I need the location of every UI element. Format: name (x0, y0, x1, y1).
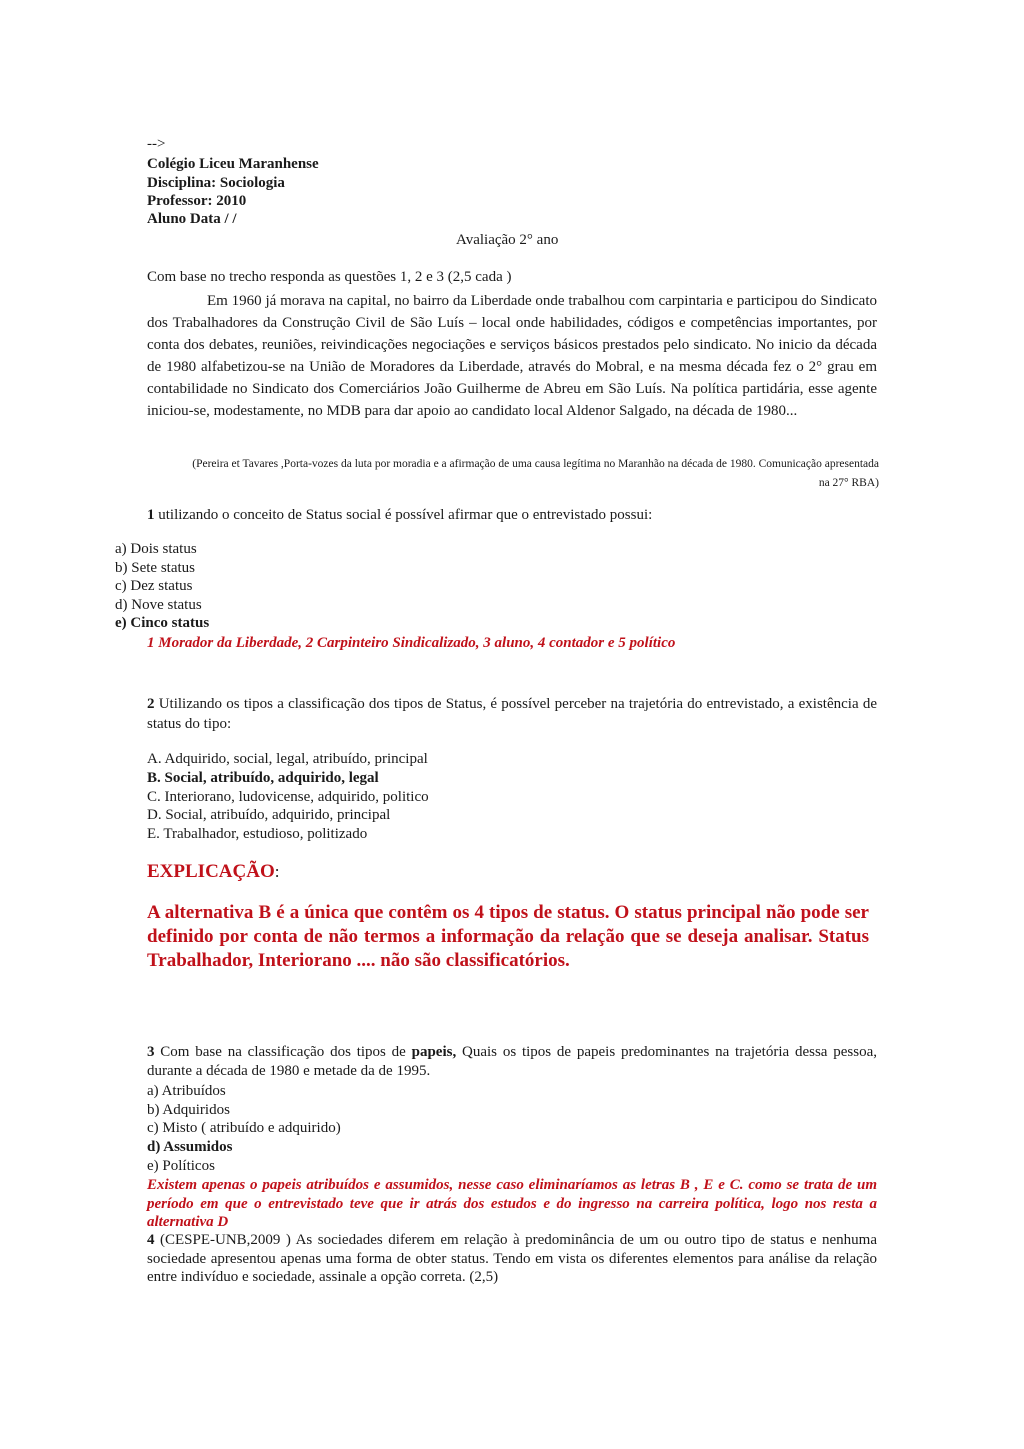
q3-option-d: d) Assumidos (147, 1139, 233, 1155)
question-text: (CESPE-UNB,2009 ) As sociedades diferem em relação à predominância de um ou outro tipo de status e nenhuma sociedade apresentou apenas uma forma de obter status. Tendo em vista os diferentes elementos para análise da relação entre indivíduo e sociedade, assinale a opção correta. (2,5) (147, 1232, 877, 1285)
question-1 (147, 506, 652, 524)
q2-option-d: D. Social, atribuído, adquirido, principal (147, 807, 391, 823)
option-letter: e) (115, 615, 127, 631)
discipline-label: Disciplina: Sociologia (147, 175, 285, 191)
question-number: 3 (147, 1044, 155, 1060)
question-number: 1 (147, 507, 155, 523)
q2-option-e: E. Trabalhador, estudioso, politizado (147, 826, 368, 842)
q1-option-a (115, 540, 197, 558)
option-text: Dois status (130, 541, 197, 557)
q3-answer: Existem apenas o papeis atribuídos e assumidos, nesse caso eliminaríamos as letras B , E e C. como se trata de um período em que o entrevistado teve que ir atrás dos estudos e do ingresso na carreira política, logo nos resta a alternativa D (147, 1177, 877, 1230)
question-text-bold: papeis, (411, 1044, 457, 1060)
student-date-label: Aluno Data / / (147, 211, 237, 227)
option-text: Nove status (131, 597, 202, 613)
q1-option-b (115, 559, 195, 577)
option-letter: d) (115, 597, 128, 613)
question-number: 2 (147, 696, 155, 712)
option-text: Cinco status (130, 615, 210, 631)
option-text: Sete status (131, 560, 195, 576)
q1-option-c (115, 577, 192, 595)
page-title: Avaliação 2° ano (456, 232, 559, 248)
question-3 (147, 1043, 877, 1080)
passage-text: Em 1960 já morava na capital, no bairro da Liberdade onde trabalhou com carpintaria e participou do Sindicato dos Trabalhadores da Construção Civil de São Luís – local onde habilidades, códigos e competências importantes, por conta dos debates, reuniões, reivindicações negociações e serviços básicos prestados pelo sindicato. No inicio da década de 1980 alfabetizou-se na União de Moradores da Liberdade, através do Mobral, e na mesma década fez o 2° grau em contabilidade no Sindicato dos Comerciários João Guilherme de Abreu em São Luís. Na política partidária, esse agente iniciou-se, modestamente, no MDB para dar apoio ao candidato local Aldenor Salgado, na década de 1980... (147, 293, 877, 419)
explanation-text: A alternativa B é a única que contêm os 4 tipos de status. O status principal não pode ser definido por conta de não termos a informação da relação que se deseja analisar. Status Trabalhador, Interiorano .... não são classificatórios. (147, 902, 869, 971)
citation-line-1: (Pereira et Tavares ,Porta-vozes da luta por moradia e a afirmação de uma causa legítima no Maranhão na década de 1980. Comunicação apresentada (192, 458, 879, 470)
q1-option-e (115, 614, 209, 632)
q2-option-c: C. Interiorano, ludovicense, adquirido, politico (147, 789, 429, 805)
question-text-b: Quais os tipos de papeis predominantes na trajetória dessa pessoa, durante a década de 1980 e metade da de 1995. (147, 1044, 877, 1079)
header-arrow: --> (147, 136, 166, 152)
question-number: 4 (147, 1232, 155, 1248)
q3-option-a: a) Atribuídos (147, 1083, 226, 1099)
q3-option-b: b) Adquiridos (147, 1102, 230, 1118)
explanation-heading (147, 860, 279, 885)
option-letter: a) (115, 541, 127, 557)
option-letter: b) (115, 560, 128, 576)
school-name: Colégio Liceu Maranhense (147, 156, 319, 172)
question-text: Utilizando os tipos a classificação dos tipos de Status, é possível perceber na trajetória do entrevistado, a existência de status do tipo: (147, 696, 877, 732)
question-4 (147, 1231, 877, 1287)
option-text: Dez status (130, 578, 193, 594)
q3-option-e: e) Políticos (147, 1158, 215, 1174)
option-letter: c) (115, 578, 127, 594)
q1-option-d (115, 596, 202, 614)
q1-answer: 1 Morador da Liberdade, 2 Carpinteiro Sindicalizado, 3 aluno, 4 contador e 5 político (147, 635, 676, 651)
question-text: utilizando o conceito de Status social é possível afirmar que o entrevistado possui: (154, 507, 653, 523)
q2-option-b: B. Social, atribuído, adquirido, legal (147, 770, 379, 786)
explanation-title: EXPLICAÇÃO (147, 861, 275, 882)
intro-text: Com base no trecho responda as questões 1, 2 e 3 (2,5 cada ) (147, 269, 512, 285)
question-text-a: Com base na classificação dos tipos de (154, 1044, 412, 1060)
citation-line-2: na 27° RBA) (818, 477, 879, 489)
q2-option-a: A. Adquirido, social, legal, atribuído, principal (147, 751, 428, 767)
professor-label: Professor: 2010 (147, 193, 247, 209)
question-2 (147, 694, 877, 734)
explanation-colon: : (274, 862, 280, 881)
q3-option-c: c) Misto ( atribuído e adquirido) (147, 1120, 341, 1136)
